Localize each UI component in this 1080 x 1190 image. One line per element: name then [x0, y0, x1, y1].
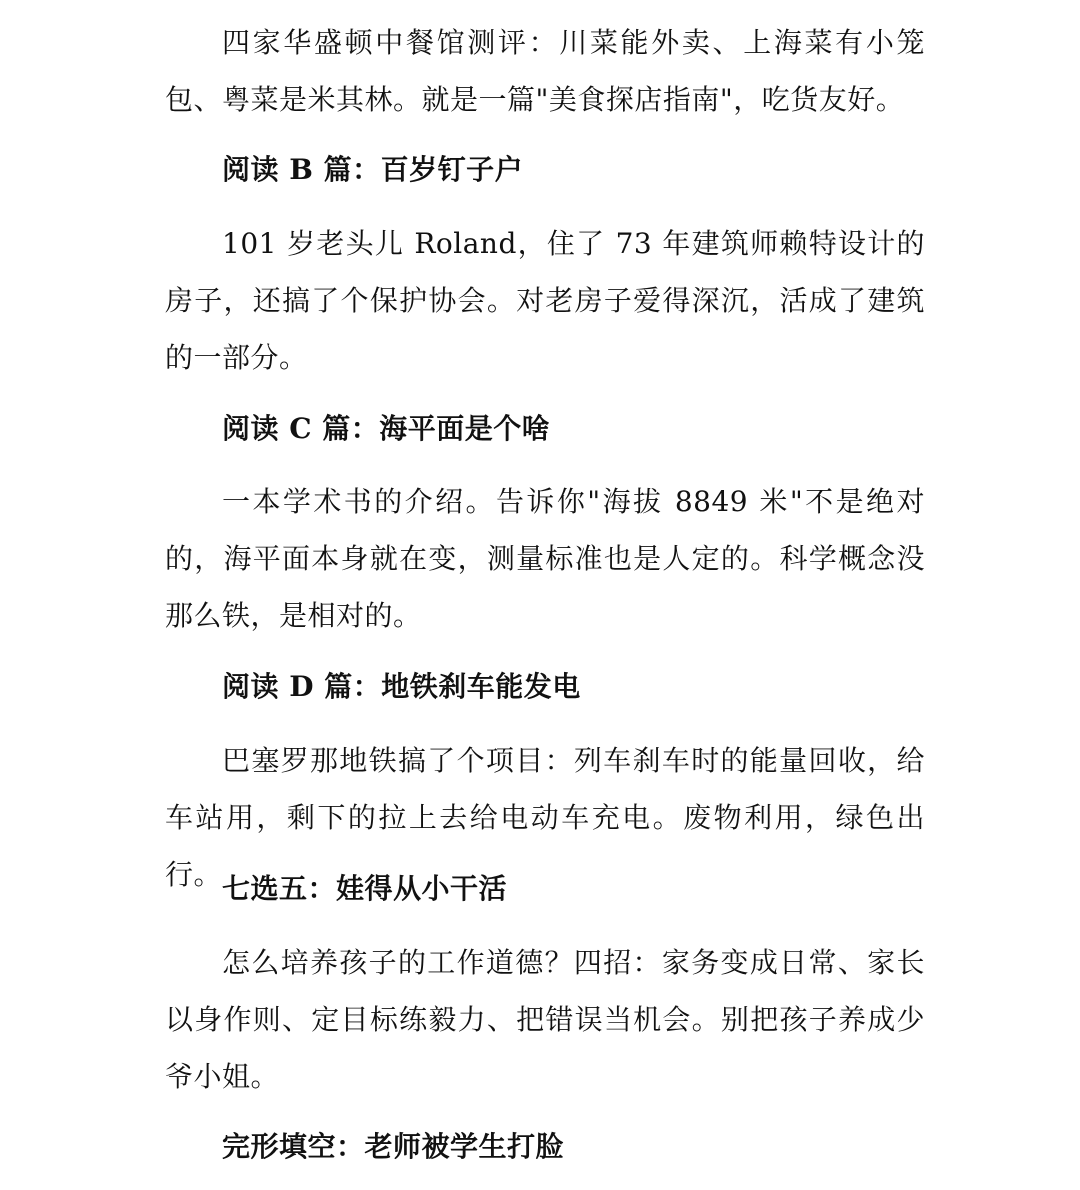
heading-reading-c: 阅读 C 篇：海平面是个啥: [222, 412, 551, 445]
paragraph-reading-b: 101 岁老头儿 Roland，住了 73 年建筑师赖特设计的房子，还搞了个保护协会。对老房子爱得深沉，活成了建筑的一部分。: [165, 227, 925, 374]
paragraph-reading-c: 一本学术书的介绍。告诉你"海拔 8849 米"不是绝对的，海平面本身就在变，测量标准也是人定的。科学概念没那么铁，是相对的。: [165, 485, 925, 632]
heading-reading-d: 阅读 D 篇：地铁刹车能发电: [222, 670, 581, 703]
heading-cloze: 完形填空：老师被学生打脸: [222, 1130, 565, 1163]
paragraph-reading-d: 巴塞罗那地铁搞了个项目：列车刹车时的能量回收，给车站用，剩下的拉上去给电动车充电。废物利用，绿色出行。: [165, 744, 925, 891]
heading-seven-choose-five: 七选五：娃得从小干活: [222, 872, 508, 905]
heading-reading-b: 阅读 B 篇：百岁钉子户: [222, 153, 524, 186]
paragraph-restaurant-review: 四家华盛顿中餐馆测评：川菜能外卖、上海菜有小笼包、粤菜是米其林。就是一篇"美食探店指南"，吃货友好。: [165, 26, 925, 116]
paragraph-seven-choose-five: 怎么培养孩子的工作道德？四招：家务变成日常、家长以身作则、定目标练毅力、把错误当机会。别把孩子养成少爷小姐。: [165, 946, 925, 1093]
